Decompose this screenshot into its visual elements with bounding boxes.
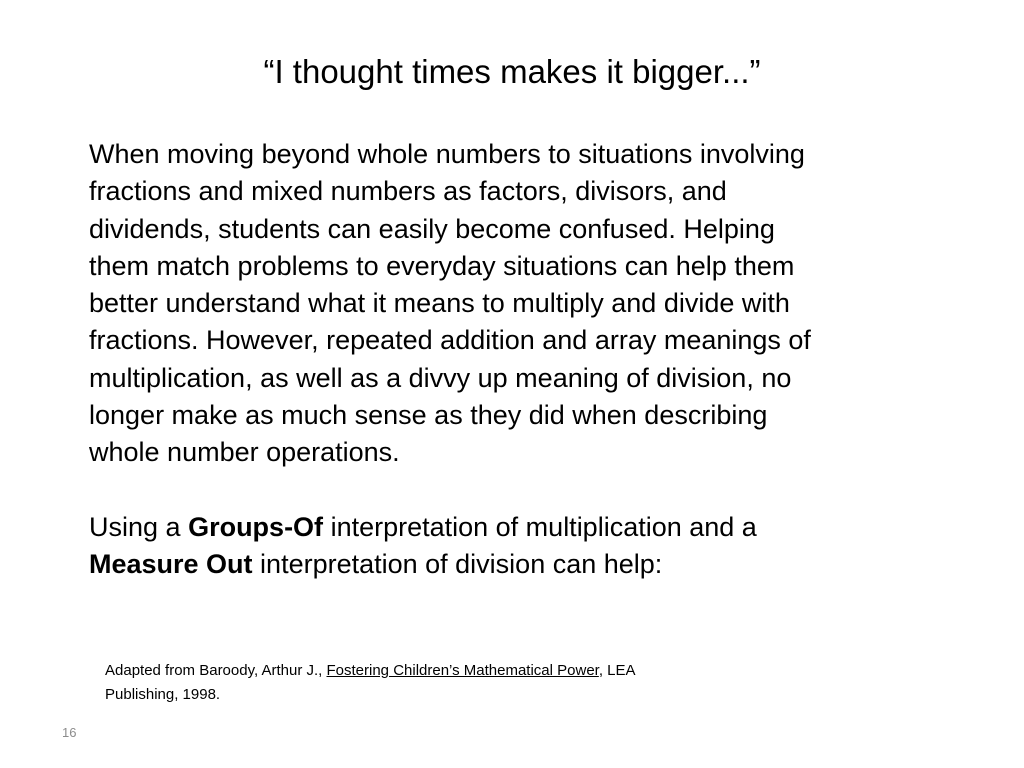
body-line: them match problems to everyday situations can help them: [89, 250, 795, 281]
slide-body: [89, 136, 949, 583]
text-suffix: interpretation of division can help:: [252, 548, 663, 579]
citation-book-title: Fostering Children’s Mathematical Power: [326, 662, 599, 679]
slide-number: 16: [62, 725, 77, 740]
paragraph-interpretations: [89, 509, 949, 584]
citation: [105, 659, 805, 707]
term-measure-out: Measure Out: [89, 548, 253, 579]
citation-line: Publishing, 1998.: [105, 686, 221, 703]
citation-line: [105, 659, 805, 683]
body-line: [89, 509, 949, 546]
body-line: whole number operations.: [89, 437, 400, 468]
body-line: When moving beyond whole numbers to situations involving: [89, 139, 805, 169]
body-line: fractions and mixed numbers as factors, divisors, and: [89, 176, 727, 207]
body-line: [89, 546, 949, 583]
text-middle: interpretation of multiplication and a: [323, 511, 757, 542]
slide-title: “I thought times makes it bigger...”: [263, 53, 761, 90]
body-line: fractions. However, repeated addition and array meanings of: [89, 325, 811, 356]
text-prefix: Using a: [89, 511, 189, 542]
citation-prefix: Adapted from Baroody, Arthur J.,: [105, 662, 327, 679]
body-line: longer make as much sense as they did when describing: [89, 400, 768, 431]
citation-suffix: , LEA: [598, 662, 636, 679]
term-groups-of: Groups-Of: [188, 511, 324, 542]
body-line: multiplication, as well as a divvy up meaning of division, no: [89, 362, 792, 393]
body-line: better understand what it means to multiply and divide with: [89, 288, 790, 319]
body-line: dividends, students can easily become confused. Helping: [89, 213, 775, 244]
paragraph-fractions-confusion: [89, 136, 949, 472]
